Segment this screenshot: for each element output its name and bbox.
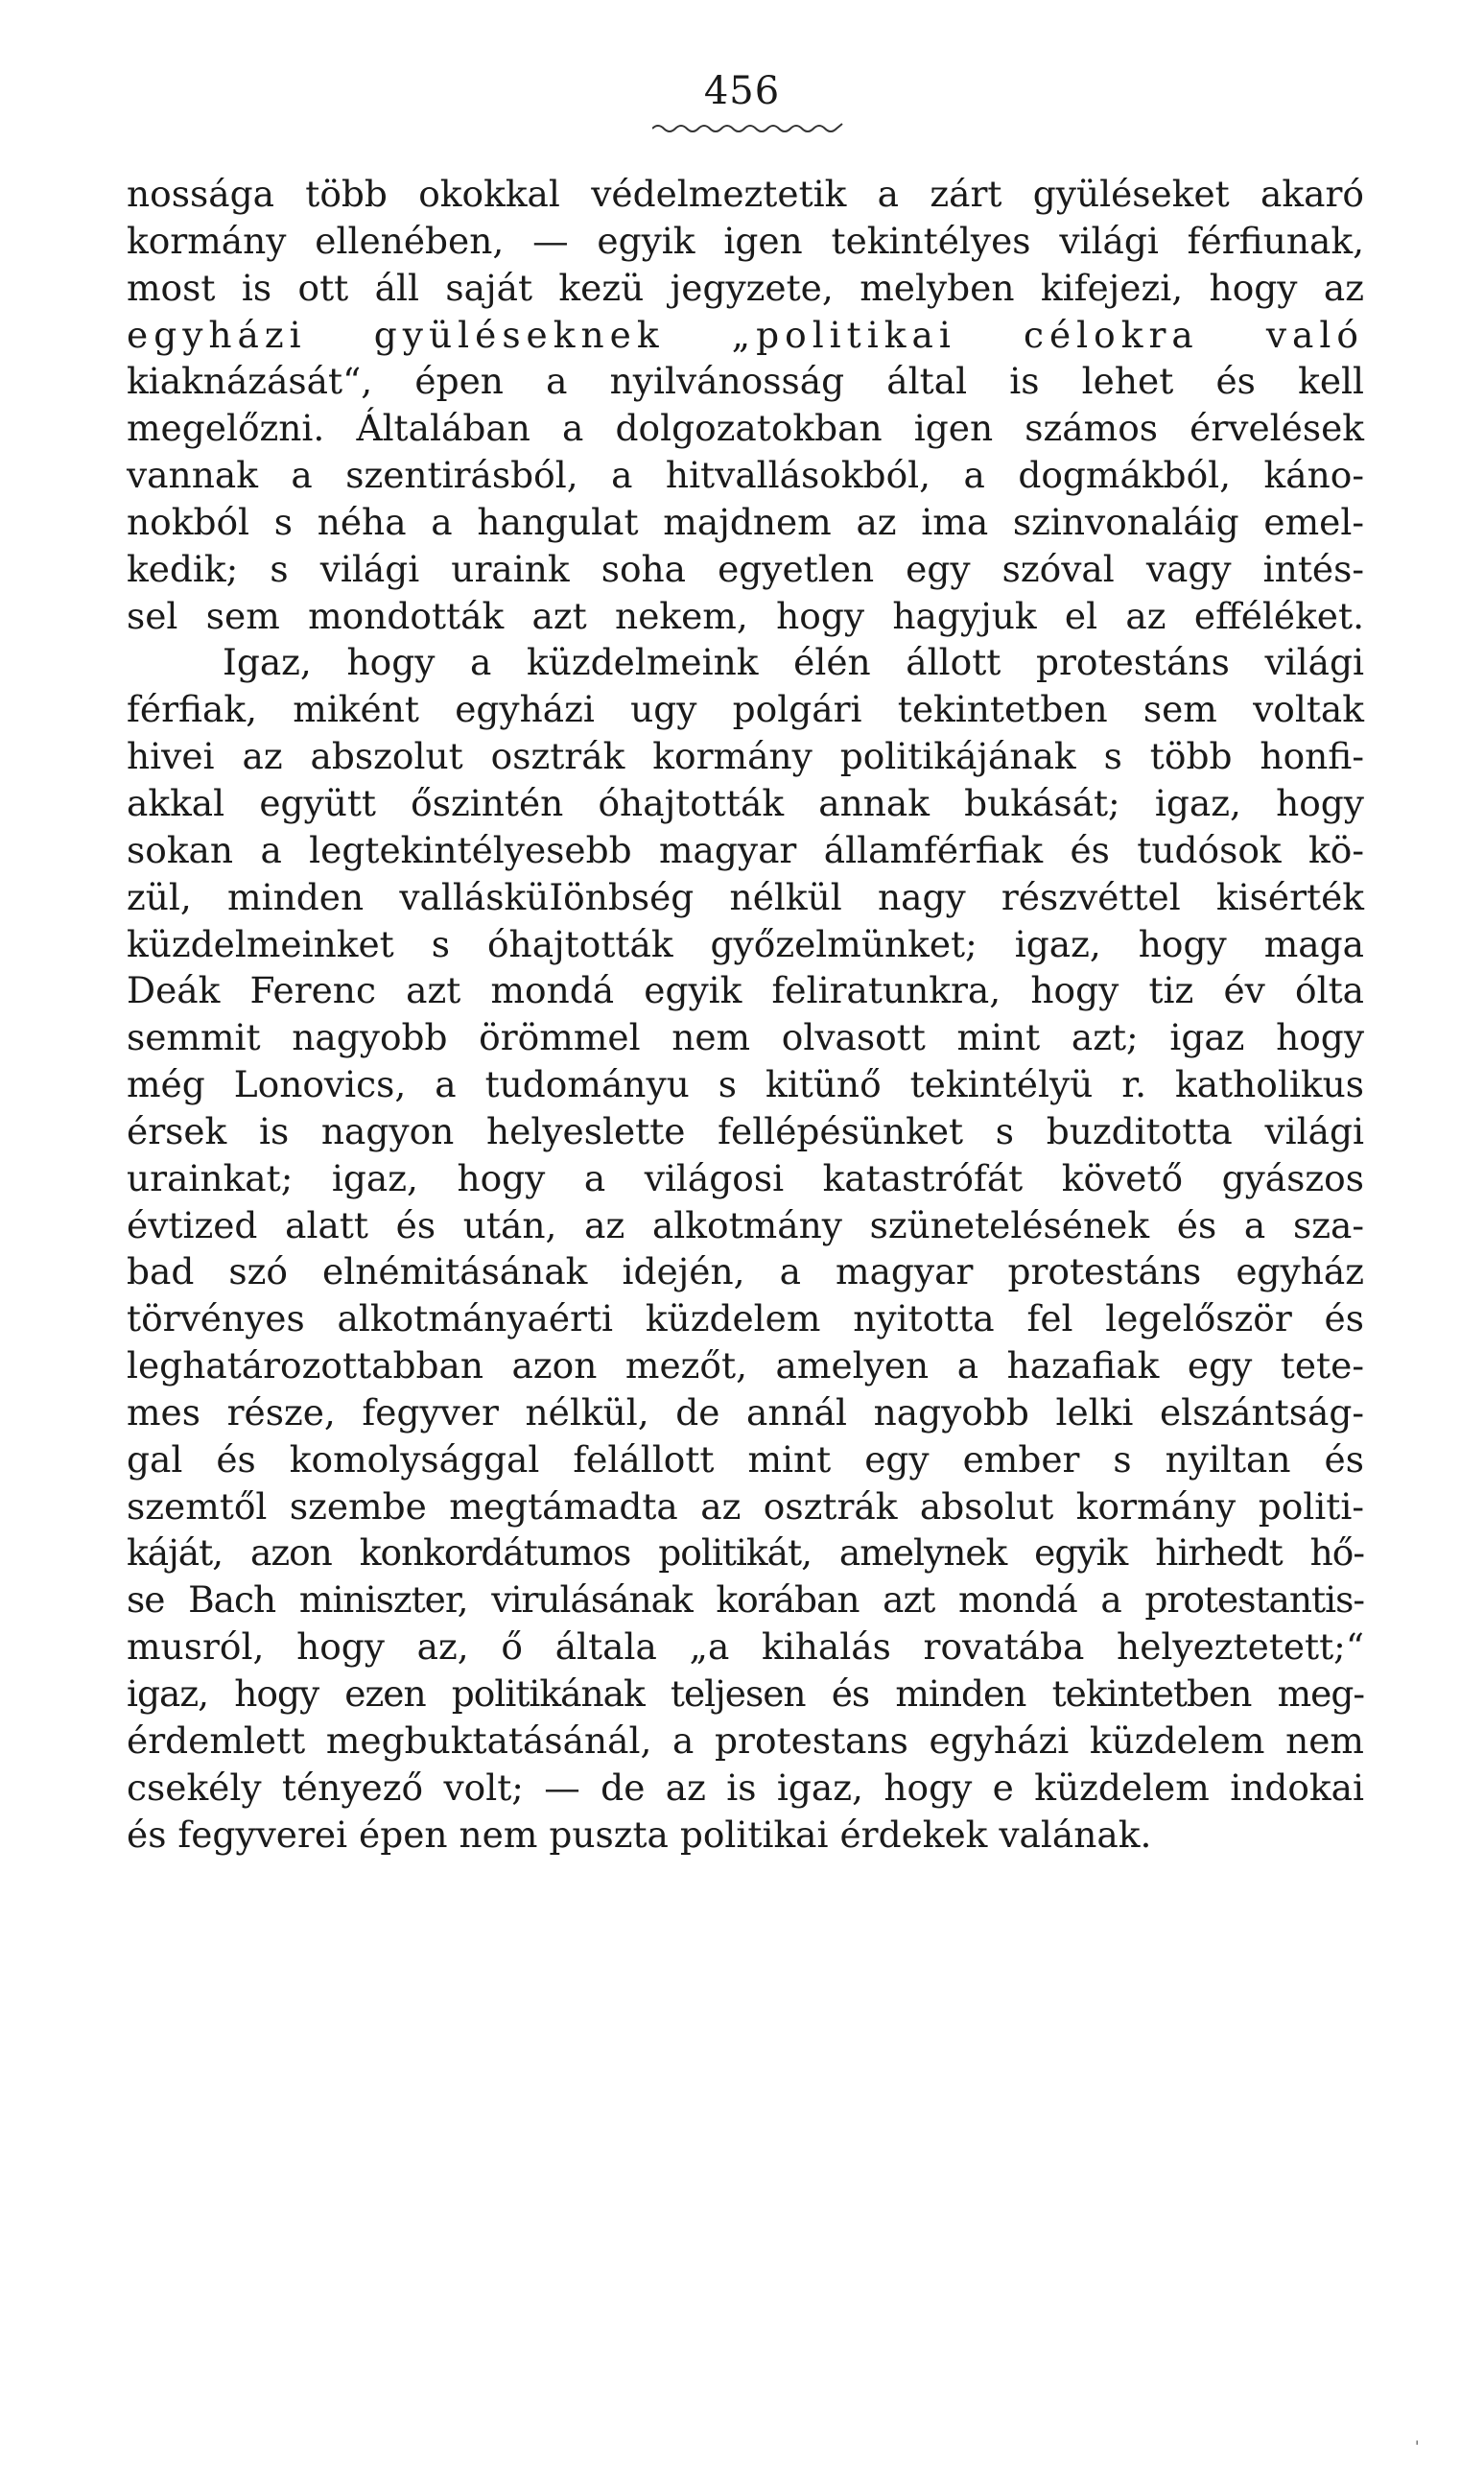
text-line: nossága több okokkal védelmeztetik a zárt gyüléseket akaró <box>127 173 1364 215</box>
text-line: gal és komolysággal felállott mint egy ember s nyiltan és <box>127 1437 1364 1481</box>
text-line: igaz, hogy ezen politikának teljesen és minden tekintetben meg- <box>127 1672 1364 1715</box>
text-line: bad szó elnémitásának idején, a magyar protestáns egyház <box>127 1250 1364 1293</box>
text-line: Igaz, hogy a küzdelmeink élén állott protestáns világi <box>223 641 1364 684</box>
text-line: sel sem mondották azt nekem, hogy hagyjuk el az efféléket. <box>127 594 1364 637</box>
text-line: érsek is nagyon helyeslette fellépésünket s buzditotta világi <box>127 1109 1364 1152</box>
text-line: érdemlett megbuktatásánál, a protestans egyházi küzdelem nem <box>127 1719 1364 1762</box>
text-line: mes része, fegyver nélkül, de annál nagyobb lelki elszántság- <box>127 1390 1364 1434</box>
text-line: leghatározottabban azon mezőt, amelyen a hazafiak egy tete- <box>127 1344 1364 1387</box>
text-line: szemtől szembe megtámadta az osztrák absolut kormány politi- <box>127 1484 1364 1528</box>
text-line: Deák Ferenc azt mondá egyik feliratunkra, hogy tiz év ólta <box>127 969 1364 1012</box>
text-line: nokból s néha a hangulat majdnem az ima szinvonaláig emel- <box>127 500 1364 543</box>
text-line: és fegyverei épen nem puszta politikai érdekek valának. <box>127 1813 1152 1856</box>
text-line: kedik; s világi uraink soha egyetlen egy szóval vagy intés- <box>127 547 1364 590</box>
text-line: hivei az abszolut osztrák kormány politikájának s több honfi- <box>127 735 1364 778</box>
text-line: urainkat; igaz, hogy a világosi katastrófát követő gyászos <box>127 1156 1364 1199</box>
text-line: egyházi gyüléseknek „politikai célokra való <box>127 313 1364 356</box>
text-line: akkal együtt őszintén óhajtották annak bukását; igaz, hogy <box>127 781 1364 824</box>
corner-mark: ' <box>1415 2437 1420 2455</box>
text-line: küzdelmeinket s óhajtották győzelmünket; igaz, hogy maga <box>127 922 1364 965</box>
text-line: káját, azon konkordátumos politikát, amelynek egyik hirhedt hő- <box>127 1531 1364 1575</box>
text-line: musról, hogy az, ő általa „a kihalás rovatába helyeztetett;“ <box>127 1625 1364 1669</box>
text-line: most is ott áll saját kezü jegyzete, melyben kifejezi, hogy az <box>127 266 1364 309</box>
page-number: 456 <box>703 69 781 113</box>
body-text <box>127 171 1364 1858</box>
text-line: vannak a szentirásból, a hitvallásokból, a dogmákból, káno- <box>127 454 1364 497</box>
text-line: férfiak, miként egyházi ugy polgári tekintetben sem voltak <box>127 688 1364 731</box>
text-line: megelőzni. Általában a dolgozatokban igen számos érvelések <box>127 407 1364 450</box>
text-line: kiaknázását“, épen a nyilvánosság által is lehet és kell <box>127 360 1364 403</box>
text-line: még Lonovics, a tudományu s kitünő tekintélyü r. katholikus <box>127 1063 1364 1106</box>
text-line: csekély tényező volt; — de az is igaz, hogy e küzdelem indokai <box>127 1766 1364 1809</box>
page-number-ornament <box>652 121 844 136</box>
text-line: évtized alatt és után, az alkotmány szünetelésének és a sza- <box>127 1203 1364 1246</box>
text-line: semmit nagyobb örömmel nem olvasott mint azt; igaz hogy <box>127 1016 1364 1059</box>
text-line: zül, minden vallásküIönbség nélkül nagy részvéttel kisérték <box>127 875 1364 918</box>
text-line: sokan a legtekintélyesebb magyar államférfiak és tudósok kö- <box>127 828 1364 871</box>
text-line: se Bach miniszter, virulásának korában azt mondá a protestantis- <box>127 1578 1364 1622</box>
text-line: törvényes alkotmányaérti küzdelem nyitotta fel legelőször és <box>127 1297 1364 1340</box>
text-line: kormány ellenében, — egyik igen tekintélyes világi férfiunak, <box>127 219 1364 262</box>
